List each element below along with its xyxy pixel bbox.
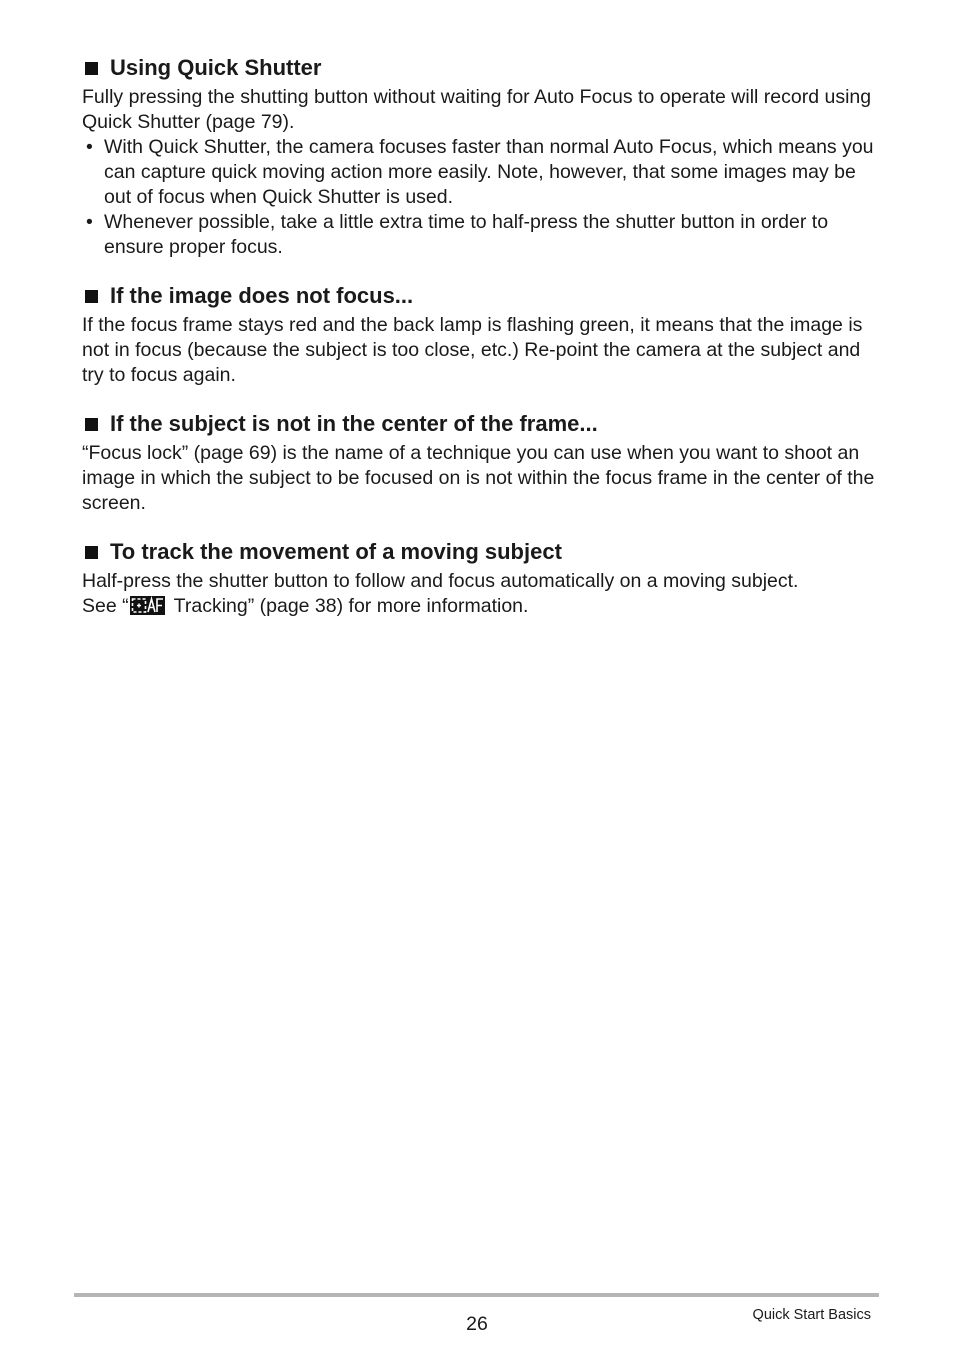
section-image-not-focus xyxy=(82,282,882,388)
bullet-text: Whenever possible, take a little extra time to half-press the shutter button in order to ensure proper focus. xyxy=(104,211,829,258)
section-body: “Focus lock” (page 69) is the name of a technique you can use when you want to shoot an image in which the subject to be focused on is not within the focus frame in the center of the screen. xyxy=(82,442,875,514)
heading-text: Using Quick Shutter xyxy=(110,55,322,80)
section-quick-shutter xyxy=(82,54,882,260)
section-body: If the focus frame stays red and the back lamp is flashing green, it means that the image is not in focus (because the subject is too close, etc.) Re-point the camera at the subject and try to focus again. xyxy=(82,314,863,386)
section-heading xyxy=(82,282,882,310)
heading-text: To track the movement of a moving subject xyxy=(110,539,562,564)
section-heading xyxy=(82,410,882,438)
square-bullet-icon xyxy=(85,62,98,75)
tracking-af-icon xyxy=(130,596,165,615)
section-heading xyxy=(82,538,882,566)
square-bullet-icon xyxy=(85,290,98,303)
square-bullet-icon xyxy=(85,418,98,431)
page-content xyxy=(82,54,882,641)
bullet-text: With Quick Shutter, the camera focuses faster than normal Auto Focus, which means you can capture quick moving action more easily. Note, however, that some images may be out of focus when Quick Shutter is used. xyxy=(104,136,874,208)
bullet-list xyxy=(82,135,882,260)
bullet-dot-icon: • xyxy=(86,211,93,233)
footer-section-name: Quick Start Basics xyxy=(752,1307,871,1323)
section-heading xyxy=(82,54,882,82)
bullet-item xyxy=(82,135,882,210)
body-suffix: Tracking” (page 38) for more information. xyxy=(168,595,529,617)
bullet-item xyxy=(82,210,882,260)
bullet-dot-icon: • xyxy=(86,136,93,158)
body-prefix: See “ xyxy=(82,595,129,617)
square-bullet-icon xyxy=(85,546,98,559)
section-body: Fully pressing the shutting button without waiting for Auto Focus to operate will record using Quick Shutter (page 79). xyxy=(82,86,872,133)
heading-text: If the image does not focus... xyxy=(110,283,414,308)
footer-divider xyxy=(74,1293,879,1297)
heading-text: If the subject is not in the center of the frame... xyxy=(110,411,598,436)
section-subject-not-center xyxy=(82,410,882,516)
section-track-moving-subject xyxy=(82,538,882,619)
section-body xyxy=(82,569,882,619)
body-line: Half-press the shutter button to follow and focus automatically on a moving subject. xyxy=(82,570,799,592)
page-number: 26 xyxy=(466,1313,488,1335)
